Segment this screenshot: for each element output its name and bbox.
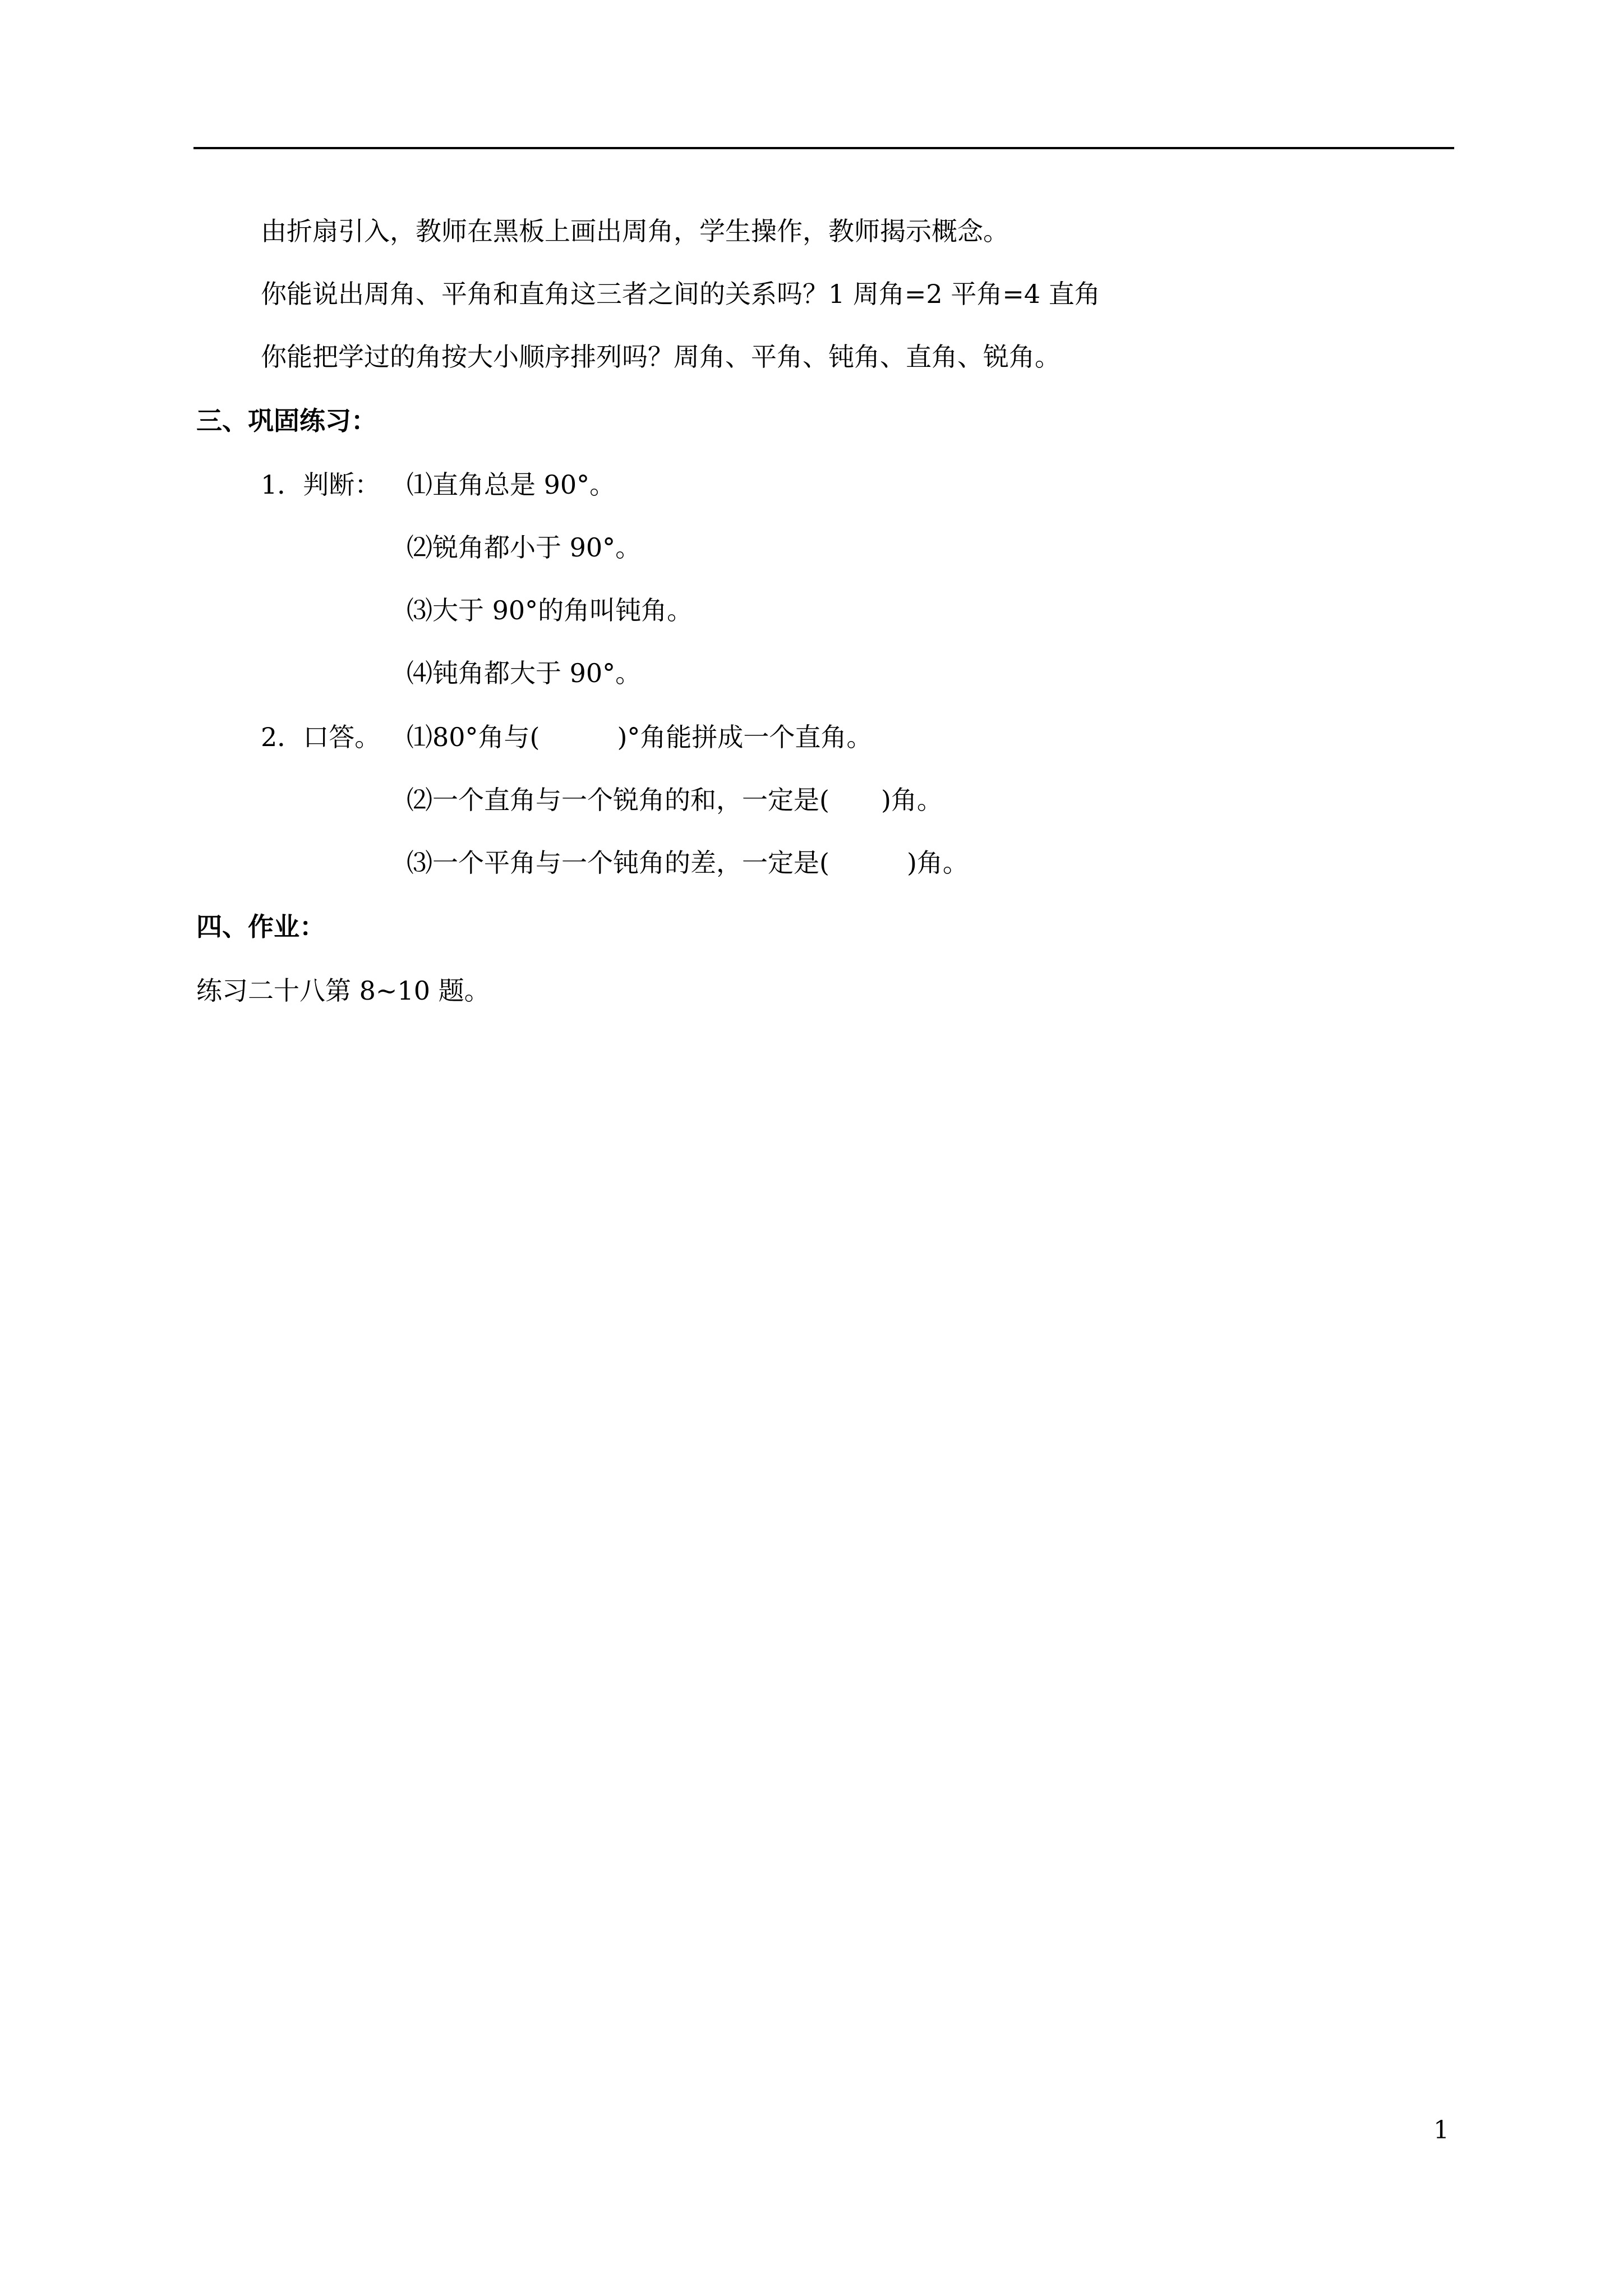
intro-paragraph-1: 由折扇引入，教师在黑板上画出周角，学生操作，教师揭示概念。 — [261, 216, 1009, 246]
question-1-item-4: ⑷钝角都大于 90°。 — [407, 658, 642, 688]
intro-paragraph-2: 你能说出周角、平角和直角这三者之间的关系吗？1 周角=2 平角=4 直角 — [261, 279, 1100, 309]
section-4-heading: 四、作业： — [196, 912, 325, 942]
intro-paragraph-3: 你能把学过的角按大小顺序排列吗？周角、平角、钝角、直角、锐角。 — [261, 342, 1061, 372]
question-2-item-1: ⑴80°角与( )°角能拼成一个直角。 — [407, 722, 873, 752]
question-1-item-1: ⑴直角总是 90°。 — [407, 470, 616, 500]
section-3-heading: 三、巩固练习： — [196, 406, 377, 436]
question-1-label: 1．判断： — [261, 470, 381, 500]
question-1-item-2: ⑵锐角都小于 90°。 — [407, 532, 642, 563]
question-2-item-3: ⑶一个平角与一个钝角的差，一定是( )角。 — [407, 848, 969, 878]
header-rule — [193, 147, 1454, 149]
page-number: 1 — [1433, 2116, 1449, 2145]
question-1-item-3: ⑶大于 90°的角叫钝角。 — [407, 595, 693, 625]
question-2-label: 2．口答。 — [261, 722, 381, 752]
homework-text: 练习二十八第 8~10 题。 — [196, 976, 490, 1006]
question-2-item-2: ⑵一个直角与一个锐角的和，一定是( )角。 — [407, 785, 943, 815]
